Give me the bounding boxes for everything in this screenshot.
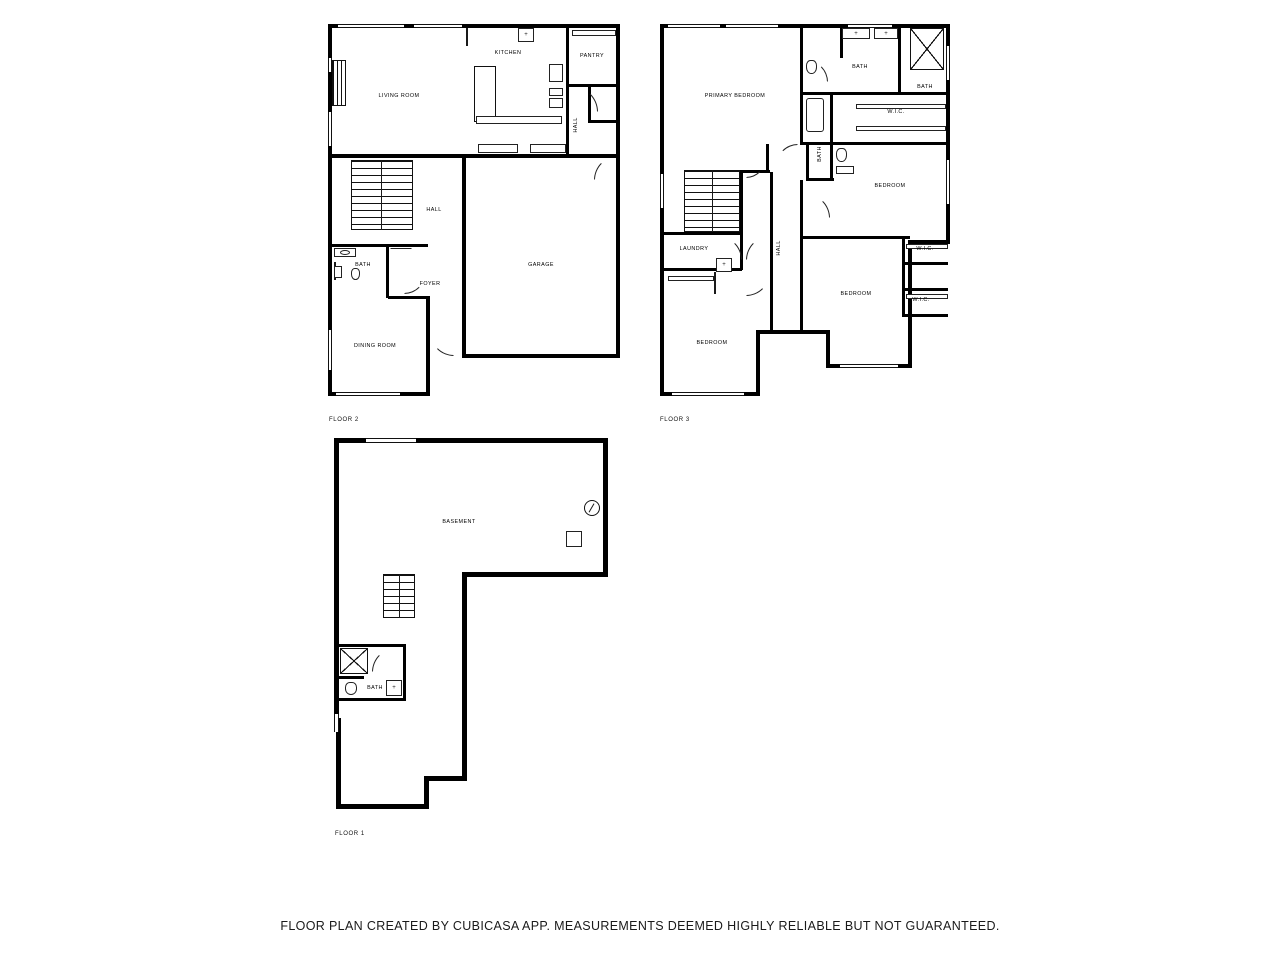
floor-caption-floor-1: FLOOR 1 [335,831,365,837]
wall-segment [334,644,339,718]
shower-icon [340,648,368,674]
wall-segment [334,438,339,644]
room-label: W.I.C. [912,297,930,303]
room-label: HALL [573,117,579,133]
room-label: LIVING ROOM [378,93,420,99]
wall-segment [336,698,406,701]
room-label: BATH [852,64,868,70]
room-label: LAUNDRY [679,246,709,252]
room-label: HALL [776,240,782,256]
room-label: BEDROOM [840,291,872,297]
disclaimer-text: FLOOR PLAN CREATED BY CUBICASA APP. MEASUREMENTS DEEMED HIGHLY RELIABLE BUT NOT GUARANTEED. [280,919,1000,933]
room-label: BATH [817,146,823,162]
wall-segment [603,438,608,576]
laundry-icon: + [722,262,726,268]
room-label: BASEMENT [442,519,476,525]
room-label: BEDROOM [696,340,728,346]
room-label: HALL [426,207,442,213]
room-label: BATH [917,84,933,90]
room-label: DINING ROOM [353,343,397,349]
window [366,438,416,443]
sink-icon: + [854,31,858,37]
sink-icon: + [884,31,888,37]
floor-caption-floor-2: FLOOR 2 [329,417,359,423]
room-label: FOYER [419,281,441,287]
utility-box [566,531,582,547]
room-label: W.I.C. [916,246,934,252]
room-label: BATH [367,685,383,691]
wall-segment [462,572,608,577]
door-swing [372,648,396,672]
wall-segment [336,644,406,647]
wall-segment [336,676,364,679]
wall-segment [403,644,406,700]
sink-icon: + [392,685,396,691]
toilet-icon [345,682,357,695]
room-label: KITCHEN [494,50,522,56]
stair-rail [399,574,400,618]
wall-segment [424,776,467,781]
room-label: GARAGE [528,262,554,268]
room-label: PRIMARY BEDROOM [704,93,766,99]
room-label: W.I.C. [887,109,905,115]
floor-caption-floor-3: FLOOR 3 [660,417,690,423]
window [334,714,339,732]
wall-segment [336,804,429,809]
room-label: BEDROOM [874,183,906,189]
room-label: BATH [355,262,371,268]
room-label: PANTRY [579,53,605,59]
wall-segment [462,572,467,780]
sink-icon: + [524,32,528,38]
